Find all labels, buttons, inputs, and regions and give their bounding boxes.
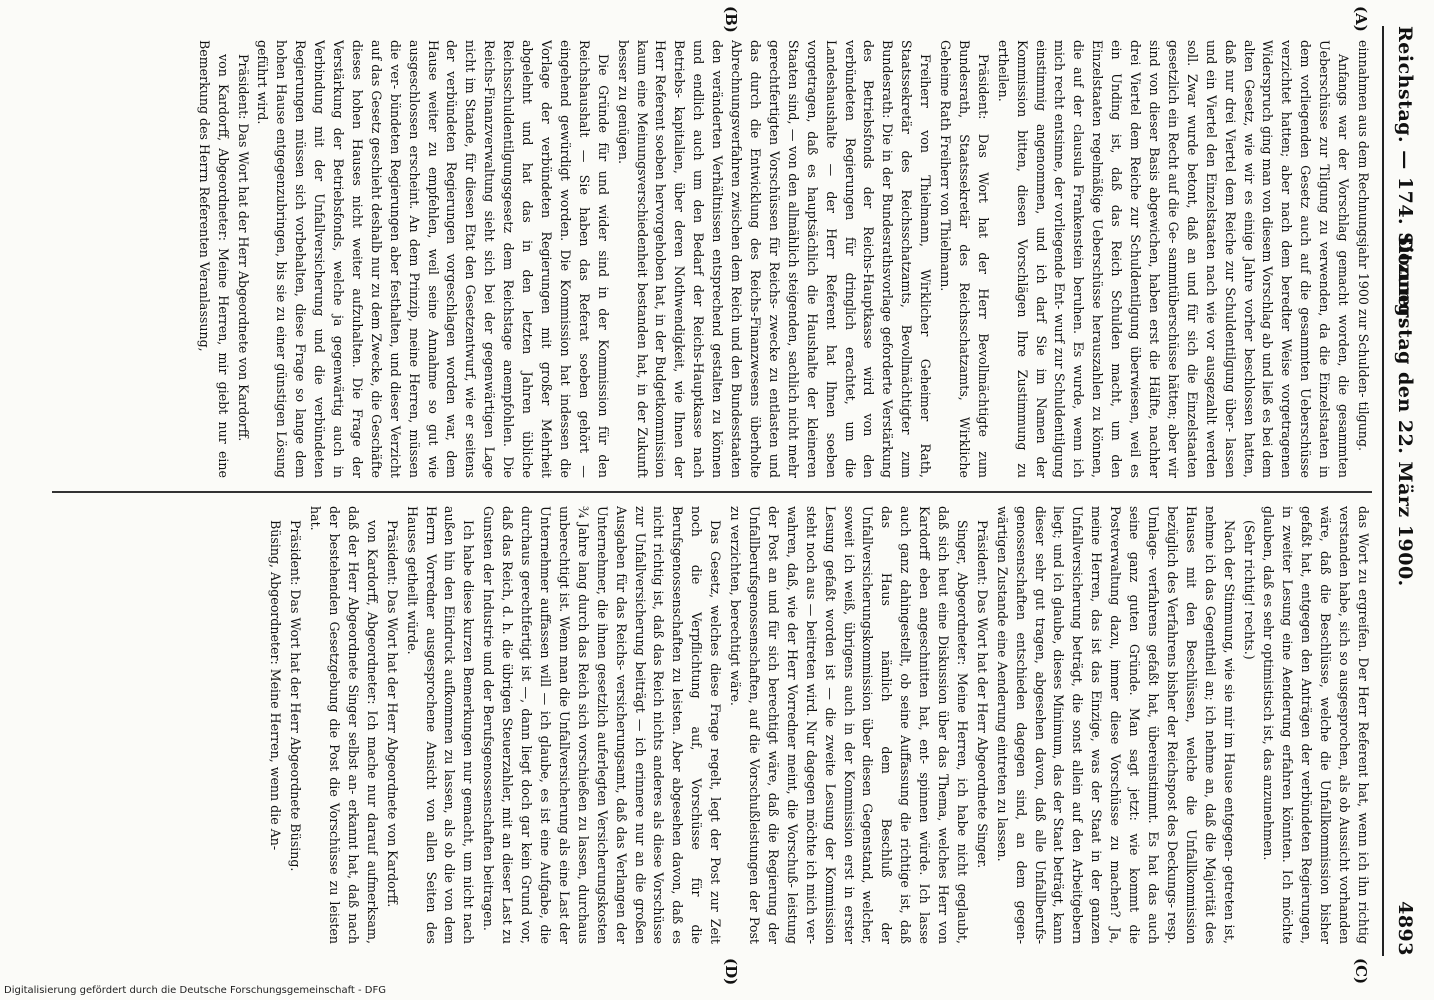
paragraph: Die Gründe für und wider sind in der Kommission für den Reichshaushalt — Sie haben das Referat soeben gehört — eingehend gewürdigt worden. Die Kommission hat indessen die Vorlage der verbündeten Regierungen mit großer Mehrheit abgelehnt und hat das in den letzten Jahren übliche Reichsschuldentilgungsgesetz dem Reichstage anempfohlen. Die Reichs-Finanzverwaltung sieht sich bei der gegenwärtigen Lage nicht im Stande, für diesen Etat den Gesetzentwurf, wie er seitens der verbündeten Regierungen vorgeschlagen worden war, dem Hause weiter zu empfehlen, weil seine Annahme so gut wie ausgeschlossen erscheint. An dem Prinzip, meine Herren, müssen die ver- bündeten Regierungen aber festhalten, und dieser Verzicht auf das Gesetz geschieht deshalb nur zu dem Zwecke, die Geschäfte dieses hohen Hauses nicht weiter aufzuhalten. Die Frage der Verstärkung der Betriebsfonds, welche ja gegenwärtig auch in Verbindung mit der Unfallversicherung und die verbündeten Regierungen müssen sich vorbehalten, diese Frage so lange dem hohen Hause entgegenzubringen, bis sie zu einer günstigen Lösung geführt wird. xyxy=(255,40,611,478)
paragraph: das Wort zu ergreifen. Der Herr Referent hat, wenn ich ihn richtig verstanden habe, sich so ausgesprochen, als ob Aussicht vorhanden wäre, daß die Beschlüsse, welche die Unfallkommission bisher gefaßt hat, entgegen den Anträgen der verbündeten Regierungen, in zweiter Lesung eine Aenderung erfahren könnten. Ich möchte glauben, daß es sehr optimistisch ist, das anzunehmen. xyxy=(1261,506,1371,944)
margin-marker-b: (B) xyxy=(722,6,740,33)
paragraph: Präsident: Das Wort hat der Herr Abgeordnete Büsing. xyxy=(288,520,304,872)
paragraph: Präsident: Das Wort hat der Herr Abgeordnete von Kardorff. xyxy=(235,54,251,442)
margin-marker-a: (A) xyxy=(1352,6,1370,32)
paragraph: Nach der Stimmung, wie sie mir im Hause entgegen- getreten ist, nehme ich das Gegentheil an; ich nehme an, daß die Majorität des Hauses mit den Beschlüssen, welche die Unfallkommission bezüglich des Verfahrens bisher der Reichspost des Deckungs- resp. Umlage- verfahrens gefaßt hat, übereinstimmt. Es hat das auch seine ganz guten Gründe. Man sagt jetzt: wie kommt die Postverwaltung dazu, immer diese Vorschüsse zu machen? Ja, meine Herren, das ist das Einzige, was der Staat in der ganzen Unfallversicherung beträgt, die sonst allein auf den Arbeitgebern liegt; und ich glaube, dieses Minimum, das der Staat beträgt, kann dieser sehr gut tragen, abgesehen davon, daß alle Unfallberufs- genossenschaften entschieden dagegen sind, an dem gegen- wärtigen Zustande eine Aenderung eintreten zu lassen. xyxy=(994,506,1237,944)
header-rule xyxy=(1382,26,1384,956)
footer-credit: Digitalisierung gefördert durch die Deutsche Forschungsgemeinschaft - DFG xyxy=(4,985,387,996)
paragraph: von Kardorff, Abgeordneter: Ich mache nur darauf aufmerksam, daß der Herr Abgeordnete Singer selbst an- erkannt hat, daß nach der bestehenden Gesetzgebung die Post die Vorschüsse zu leisten hat. xyxy=(308,506,380,944)
paragraph: (Sehr richtig! rechts.) xyxy=(1241,520,1257,660)
paragraph: Das Gesetz, welches diese Frage regelt, legt der Post zur Zeit noch die Verpflichtung auf, Vorschüsse für die Berufsgenossenschaften zu leisten. Aber abgesehen davon, daß es nicht richtig ist, daß das Reich nichts anderes als diese Vorschüsse zur Unfallversicherung beiträgt — ich erinnere nur an die großen Ausgaben für das Reichs- versicherungsamt, daß das Verlangen der Unternehmer, die ihnen gesetzlich auferlegten Versicherungskosten ¾ Jahre lang durch das Reich sich vorschießen zu lassen, durchaus unberechtigt ist. Wenn man die Unfallversicherung als eine Last der Unternehmer auffassen will — ich glaube, es ist eine Aufgabe, die durchaus gerechtfertigt ist —, dann liegt doch gar kein Grund vor, daß das Reich, d. h. die übrigen Steuerzahler, mit an dieser Last zu Gunsten der Industrie und der Berufsgenossenschaften beitragen. xyxy=(481,506,724,944)
paragraph: Anfangs war der Vorschlag gemacht worden, die gesammten Ueberschüsse zur Tilgung zu verwenden, da die Einzelstaaten in dem vorliegenden Gesetz auch auf die gesammten Ueberschüsse verzichtet hatten; aber nach dem beredter Weise vorgetragenen Widerspruch ging man von diesem Vorschlag ab und ließ es bei dem alten Gesetz, wie wir es einige Jahre vorher beschlossen hatten, daß nur drei Viertel dem Reiche zur Schuldentilgung über- lassen und ein Viertel den Einzelstaaten nach wie vor ausgezahlt werden soll. Zwar wurde betont, daß an und für sich die Einzelstaaten gesetzlich ein Recht auf die Ge- sammtüberschüsse hätten; aber wir sind von dieser Basis abgewichen, haben erst die Hälfte, nachher drei Viertel dem Reiche zur Schuldentilgung überwiesen, weil es ein Unding ist, daß das Reich Schulden macht, um den Einzelstaaten regelmäßige Ueberschüsse herauszahlen zu können, die auf der clausula Frankenstein beruhen. Es wurde, wenn ich mich recht entsinne, der vorliegende Ent- wurf zur Schuldentilgung einstimmig angenommen, und ich darf Sie im Namen der Kommission bitten, diesen Vorschlägen Ihre Zustimmung zu ertheilen. xyxy=(995,40,1352,478)
header-date: Donnerstag den 22. März 1900. xyxy=(1394,236,1416,587)
left-column xyxy=(52,40,1372,478)
paragraph: Büsing, Abgeordneter: Meine Herren, wenn die An- xyxy=(268,520,284,851)
paragraph: Freiherr von Thielmann, Wirklicher Geheimer Rath, Staatssekretär des Reichsschatzamts, Bevollmächtigter zum Bundesrath: Die in der Bundesrathsvorlage geforderte Verstärkung des Betriebsfonds der Reichs-Hauptkasse wird von den verbündeten Regierungen für dringlich erachtet, um die Landeshaushalte — der Herr Referent hat Ihnen soeben vorgetragen, daß es hauptsächlich die Haushalte der kleineren Staaten sind, — von den allmählich steigenden, sachlich nicht mehr gerechtfertigten Vorschüssen für Reichs- zwecke zu entlasten und das durch die Entwicklung des Reichs-Finanzwesens überholte Abrechnungsverfahren zwischen dem Reich und den Bundesstaaten den veränderten Verhältnissen entsprechend gestalten zu können und endlich auch um den Bedarf der Reichs-Hauptkasse nach Betriebs- kapitalien, über deren Nothwendigkeit, wie Ihnen der Herr Referent soeben hervorgehoben hat, in der Budgetkommission kaum eine Meinungsverschiedenheit bestanden hat, in der Zukunft besser zu genügen. xyxy=(615,40,934,478)
right-column xyxy=(52,506,1372,944)
header-session: Reichstag. — 174. Sitzung. xyxy=(1394,26,1416,325)
paragraph: Präsident: Das Wort hat der Herr Abgeordnete Singer. xyxy=(974,520,990,869)
paragraph: Singer, Abgeordneter: Meine Herren, ich habe nicht geglaubt, daß sich heut eine Diskussion über das Thema, welches Herr von Kardorff eben angeschnitten hat, ent- spinnen würde. Ich lasse auch ganz dahingestellt, ob seine Auffassung die richtige ist, daß das Haus nämlich dem Beschluß der Unfallversicherungskommission über diesen Gegenstand, welcher, soweit ich weiß, übrigens auch in der Kommission erst in erster Lesung gefaßt worden ist — die zweite Lesung der Kommission steht noch aus — beitreten wird. Nur dagegen möchte ich mich ver- wahren, daß, wie der Herr Vorredner meint, die Vorschuß- leistung der Post an und für sich berechtigt wäre, daß die Regierung der Unfallberufsgenossenschaften, auf die Vorschußleistungen der Post zu verzichten, berechtigt wäre. xyxy=(728,506,970,944)
column-divider xyxy=(52,491,1372,493)
page-number: 4893 xyxy=(1394,901,1416,956)
paragraph: von Kardorff, Abgeordneter: Meine Herren, mir giebt nur eine Bemerkung des Herrn Referenten Veranlassung, xyxy=(196,40,231,478)
paragraph: einnahmen aus dem Rechnungsjahr 1900 zur Schulden- tilgung. xyxy=(1356,40,1371,451)
paragraph: Präsident: Das Wort hat der Herr Abgeordnete von Kardorff. xyxy=(384,520,400,908)
margin-marker-c: (C) xyxy=(1352,958,1370,985)
paragraph: Ich habe diese kurzen Bemerkungen nur gemacht, um nicht nach außen hin den Eindruck aufkommen zu lassen, als ob die von dem Herrn Vorredner ausgesprochene Ansicht von allen Seiten des Hauses getheilt würde. xyxy=(404,506,477,944)
paragraph: Präsident: Das Wort hat der Herr Bevollmächtigte zum Bundesrath, Staatssekretär des Reichsschatzamts, Wirkliche Geheime Rath Freiherr von Thielmann. xyxy=(938,40,991,478)
margin-marker-d: (D) xyxy=(722,958,740,986)
